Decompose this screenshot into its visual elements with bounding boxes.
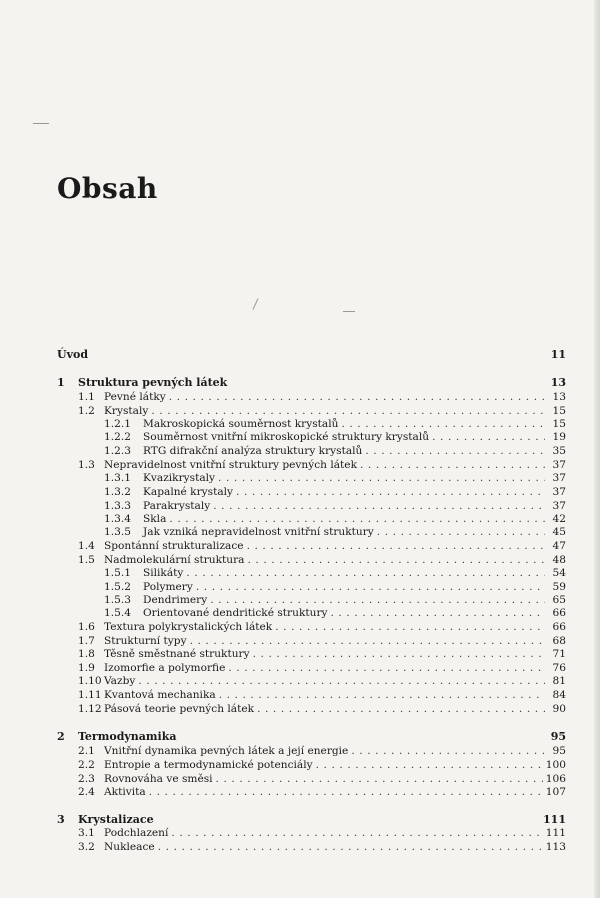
toc-title: Nukleace <box>104 841 155 853</box>
toc-leader-dots <box>210 593 545 607</box>
toc-number: 1.7 <box>78 635 95 647</box>
toc-page-number: 84 <box>552 689 566 701</box>
toc-number: 1.4 <box>78 540 95 552</box>
toc-leader-dots <box>171 826 542 840</box>
toc-leader-dots <box>236 485 545 499</box>
toc-number: 1.6 <box>78 621 95 633</box>
toc-leader-dots <box>190 634 545 648</box>
toc-entry <box>78 840 566 854</box>
toc-leader-dots <box>247 539 545 553</box>
toc-entry <box>104 512 566 526</box>
toc-number: 2.2 <box>78 759 95 771</box>
toc-number: 2.1 <box>78 745 95 757</box>
toc-title: Orientované dendritické struktury <box>143 607 328 619</box>
toc-leader-dots <box>196 580 545 594</box>
toc-page-number: 59 <box>552 581 566 593</box>
toc-leader-dots <box>257 702 545 716</box>
toc-page-number: 65 <box>552 594 566 606</box>
toc-entry <box>104 606 566 620</box>
toc-number: 1.3.4 <box>104 513 131 525</box>
toc-entry <box>104 593 566 607</box>
toc-title: Spontánní strukturalizace <box>104 540 244 552</box>
toc-number: 1.3.2 <box>104 486 131 498</box>
toc-number: 1.3.1 <box>104 472 131 484</box>
toc-title: Aktivita <box>104 786 146 798</box>
toc-entry <box>104 580 566 594</box>
toc-entry <box>104 430 566 444</box>
toc-entry <box>78 634 566 648</box>
toc-title: Silikáty <box>143 567 184 579</box>
toc-leader-dots <box>432 430 545 444</box>
toc-entry <box>78 390 566 404</box>
toc-title: Makroskopická souměrnost krystalů <box>143 418 339 430</box>
toc-number: 1.5 <box>78 554 95 566</box>
toc-number: 2.4 <box>78 786 95 798</box>
toc-title: Kapalné krystaly <box>143 486 234 498</box>
toc-page-number: 15 <box>552 405 566 417</box>
toc-number: 3.2 <box>78 841 95 853</box>
toc-page-number: 19 <box>552 431 566 443</box>
toc-leader-dots <box>158 840 543 854</box>
toc-entry <box>78 458 566 472</box>
toc-entry <box>78 744 566 758</box>
toc-entry <box>78 539 566 553</box>
toc-entry <box>78 647 566 661</box>
toc-number: 3.1 <box>78 827 95 839</box>
toc-title: RTG difrakční analýza struktury krystalů <box>143 445 363 457</box>
toc-title: Krystalizace <box>78 813 154 826</box>
toc-title: Těsně směstnané struktury <box>104 648 250 660</box>
toc-page-number: 95 <box>552 745 566 757</box>
toc-number: 1.3.5 <box>104 526 131 538</box>
toc-number: 2 <box>57 730 65 743</box>
toc-leader-dots <box>377 525 545 539</box>
toc-leader-dots <box>253 647 545 661</box>
toc-page-number: 15 <box>552 418 566 430</box>
toc-leader-dots <box>149 785 543 799</box>
toc-title: Izomorfie a polymorfie <box>104 662 226 674</box>
toc-title: Souměrnost vnitřní mikroskopické struktury krystalů <box>143 431 430 443</box>
toc-leader-dots <box>248 553 546 567</box>
toc-page-number: 81 <box>552 675 566 687</box>
toc-number: 1.1 <box>78 391 95 403</box>
toc-leader-dots <box>219 688 545 702</box>
toc-entry <box>78 702 566 716</box>
toc-title: Strukturní typy <box>104 635 187 647</box>
toc-page-number: 37 <box>552 500 566 512</box>
toc-number: 2.3 <box>78 773 95 785</box>
toc-page-number: 13 <box>550 376 566 389</box>
toc-entry <box>78 826 566 840</box>
toc-page-number: 11 <box>550 348 566 361</box>
toc-entry <box>78 785 566 799</box>
toc-entry <box>78 553 566 567</box>
toc-number: 1.9 <box>78 662 95 674</box>
toc-title: Pevné látky <box>104 391 166 403</box>
toc-page-number: 66 <box>552 621 566 633</box>
toc-title: Rovnováha ve směsi <box>104 773 213 785</box>
toc-number: 1.2.2 <box>104 431 131 443</box>
toc-page-number: 106 <box>545 773 566 785</box>
toc-leader-dots <box>218 471 545 485</box>
toc-entry <box>78 772 566 786</box>
toc-entry <box>104 525 566 539</box>
toc-page-number: 13 <box>552 391 566 403</box>
toc-entry <box>104 471 566 485</box>
toc-entry <box>78 758 566 772</box>
toc-page-number: 48 <box>552 554 566 566</box>
toc-entry <box>104 566 566 580</box>
toc-title: Vazby <box>104 675 136 687</box>
toc-title: Parakrystaly <box>143 500 211 512</box>
toc-title: Pásová teorie pevných látek <box>104 703 255 715</box>
toc-number: 1.12 <box>78 703 102 715</box>
toc-page-number: 45 <box>552 526 566 538</box>
toc-number: 1.10 <box>78 675 102 687</box>
toc-page-number: 37 <box>552 459 566 471</box>
toc-number: 1.2.1 <box>104 418 131 430</box>
toc-entry <box>104 499 566 513</box>
toc-title: Textura polykrystalických látek <box>104 621 273 633</box>
toc-leader-dots <box>275 620 545 634</box>
toc-leader-dots <box>228 661 545 675</box>
toc-leader-dots <box>186 566 545 580</box>
toc-page-number: 35 <box>552 445 566 457</box>
toc-title: Polymery <box>143 581 193 593</box>
toc-leader-dots <box>213 499 545 513</box>
toc-entry <box>78 404 566 418</box>
toc-page-number: 37 <box>552 486 566 498</box>
toc-entry <box>104 444 566 458</box>
toc-entry <box>78 688 566 702</box>
toc-page-number: 95 <box>550 730 566 743</box>
toc-entry <box>78 661 566 675</box>
toc-title: Entropie a termodynamické potenciály <box>104 759 313 771</box>
toc-leader-dots <box>351 744 545 758</box>
toc-number: 1.8 <box>78 648 95 660</box>
toc-title: Struktura pevných látek <box>78 376 228 389</box>
toc-title: Termodynamika <box>78 730 177 743</box>
toc-page-number: 107 <box>545 786 566 798</box>
toc-title: Úvod <box>57 348 89 361</box>
toc-page-number: 54 <box>552 567 566 579</box>
toc-title: Podchlazení <box>104 827 169 839</box>
toc-leader-dots <box>316 758 543 772</box>
toc-number: 1.5.4 <box>104 607 131 619</box>
toc-page-number: 71 <box>552 648 566 660</box>
toc-title: Vnitřní dynamika pevných látek a její energie <box>104 745 349 757</box>
toc-page-number: 90 <box>552 703 566 715</box>
toc-page-number: 47 <box>552 540 566 552</box>
toc-number: 1 <box>57 376 65 389</box>
toc-title: Krystaly <box>104 405 149 417</box>
toc-number: 3 <box>57 813 65 826</box>
toc-leader-dots <box>151 404 545 418</box>
toc-title: Nepravidelnost vnitřní struktury pevných látek <box>104 459 357 471</box>
toc-entry <box>78 674 566 688</box>
toc-entry <box>104 485 566 499</box>
toc-page-number: 42 <box>552 513 566 525</box>
toc-title: Skla <box>143 513 167 525</box>
toc-leader-dots <box>365 444 545 458</box>
toc-leader-dots <box>341 417 545 431</box>
toc-leader-dots <box>216 772 543 786</box>
toc-number: 1.2 <box>78 405 95 417</box>
toc-leader-dots <box>360 458 545 472</box>
toc-page-number: 100 <box>545 759 566 771</box>
toc-chapter <box>57 348 566 364</box>
toc-number: 1.5.2 <box>104 581 131 593</box>
toc-title: Jak vzniká nepravidelnost vnitřní struktury <box>143 526 374 538</box>
toc-page-number: 113 <box>545 841 566 853</box>
toc-leader-dots <box>169 512 545 526</box>
toc-number: 1.3 <box>78 459 95 471</box>
toc-entry <box>78 620 566 634</box>
toc-number: 1.5.1 <box>104 567 131 579</box>
toc-number: 1.2.3 <box>104 445 131 457</box>
toc-number: 1.5.3 <box>104 594 131 606</box>
toc-title: Kvazikrystaly <box>143 472 216 484</box>
toc-leader-dots <box>138 674 545 688</box>
toc-page-number: 111 <box>545 827 566 839</box>
toc-page-number: 111 <box>543 813 566 826</box>
toc-title: Kvantová mechanika <box>104 689 216 701</box>
toc-number: 1.3.3 <box>104 500 131 512</box>
toc-page-number: 76 <box>552 662 566 674</box>
toc-title: Nadmolekulární struktura <box>104 554 245 566</box>
toc-number: 1.11 <box>78 689 102 701</box>
toc-leader-dots <box>169 390 545 404</box>
toc-page-number: 66 <box>552 607 566 619</box>
toc-leader-dots <box>331 606 546 620</box>
toc-title: Dendrimery <box>143 594 208 606</box>
toc-entry <box>104 417 566 431</box>
toc-page-number: 37 <box>552 472 566 484</box>
page-title: Obsah <box>57 172 158 205</box>
toc-page-number: 68 <box>552 635 566 647</box>
